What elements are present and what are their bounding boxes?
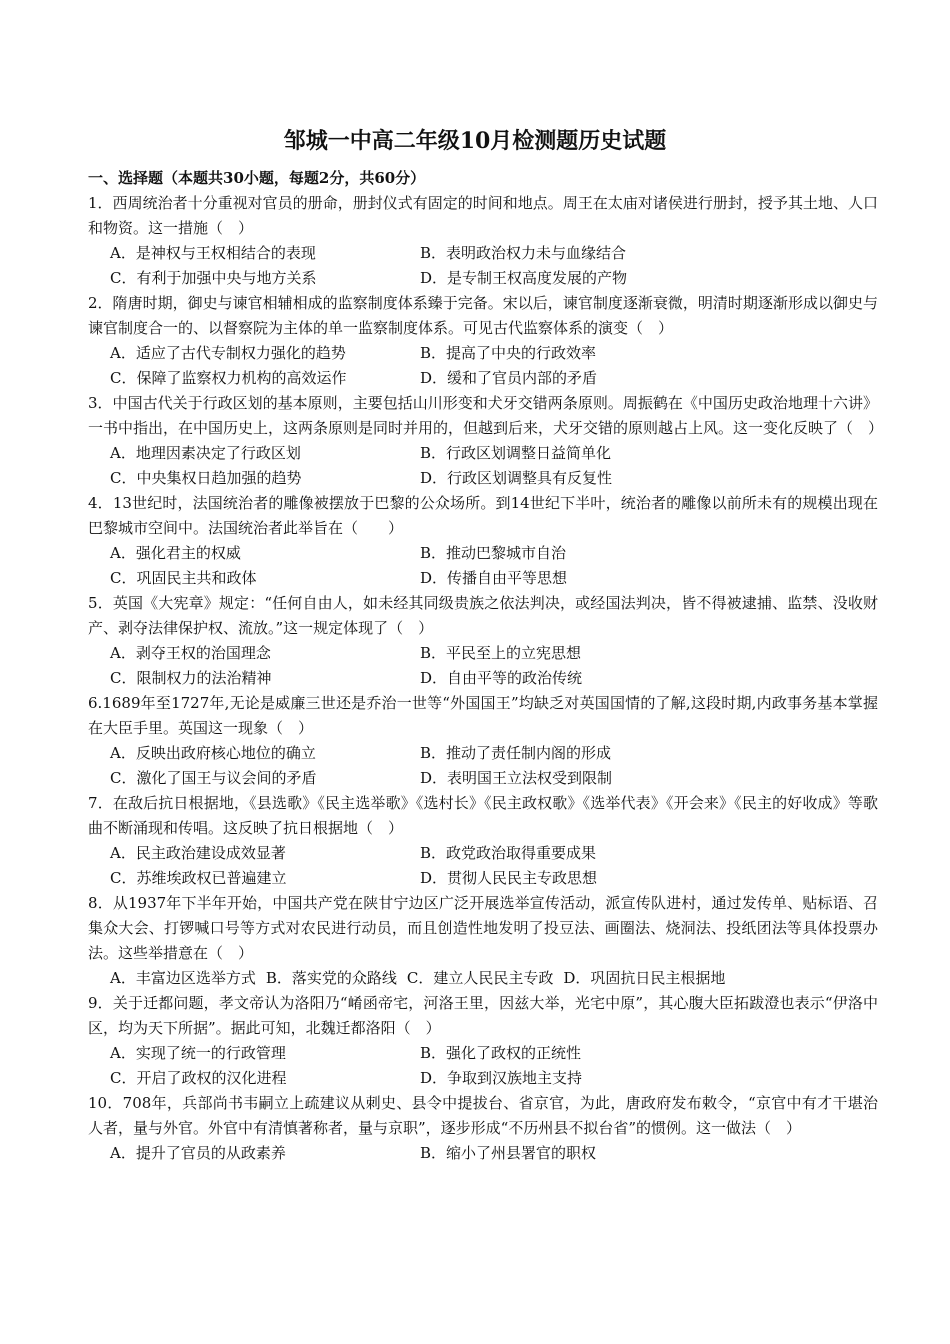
question-8 <box>88 891 878 991</box>
question-stem: 2．隋唐时期，御史与谏官相辅相成的监察制度体系臻于完备。宋以后，谏官制度逐渐衰微，明清时期逐渐形成以御史与谏官制度合一的、以督察院为主体的单一监察制度体系。可见古代监察体系的演变（ ） <box>88 294 878 337</box>
option-b: B．强化了政权的正统性 <box>420 1044 582 1062</box>
option-d: D．表明国王立法权受到限制 <box>420 769 613 787</box>
option-d: D．传播自由平等思想 <box>420 569 568 587</box>
option-d: D．争取到汉族地主支持 <box>420 1069 583 1087</box>
question-10 <box>88 1091 878 1166</box>
option-b: B．落实党的众路线 <box>265 969 397 987</box>
question-stem: 1．西周统治者十分重视对官员的册命，册封仪式有固定的时间和地点。周王在太庙对诸侯进行册封，授予其土地、人口和物资。这一措施（ ） <box>88 194 878 237</box>
option-c: C．保障了监察权力机构的高效运作 <box>110 369 347 387</box>
question-stem: 6.1689年至1727年,无论是威廉三世还是乔治一世等“外国国王”均缺乏对英国国情的了解,这段时期,内政事务基本掌握在大臣手里。英国这一现象（ ） <box>88 694 878 737</box>
option-b: B．政党政治取得重要成果 <box>420 844 597 862</box>
question-stem: 8．从1937年下半年开始，中国共产党在陕甘宁边区广泛开展选举宣传活动，派宣传队进村，通过发传单、贴标语、召集众大会、打锣喊口号等方式对农民进行动员，而且创造性地发明了投豆法、画圈法、烧洞法、投纸团法等具体投票办法。这些举措意在（ ） <box>88 894 878 962</box>
option-b: B．推动巴黎城市自治 <box>420 544 567 562</box>
option-a: A．实现了统一的行政管理 <box>110 1044 286 1062</box>
option-d: D．缓和了官员内部的矛盾 <box>420 369 598 387</box>
option-d: D．是专制王权高度发展的产物 <box>420 269 628 287</box>
question-stem: 3．中国古代关于行政区划的基本原则，主要包括山川形变和犬牙交错两条原则。周振鹤在《中国历史政治地理十六讲》一书中指出，在中国历史上，这两条原则是同时并用的，但越到后来，犬牙交错的原则越占上风。这一变化反映了（ ） <box>88 394 884 437</box>
option-a: A．民主政治建设成效显著 <box>110 844 286 862</box>
question-1 <box>88 191 878 291</box>
question-list <box>88 191 884 1166</box>
option-c: C．激化了国王与议会间的矛盾 <box>110 769 317 787</box>
option-b: B．表明政治权力未与血缘结合 <box>420 244 627 262</box>
option-a: A．适应了古代专制权力强化的趋势 <box>110 344 346 362</box>
option-d: D．自由平等的政治传统 <box>420 669 583 687</box>
option-d: D．行政区划调整具有反复性 <box>420 469 613 487</box>
question-9 <box>88 991 878 1091</box>
option-b: B．平民至上的立宪思想 <box>420 644 582 662</box>
option-b: B．推动了责任制内阁的形成 <box>420 744 612 762</box>
option-c: C．限制权力的法治精神 <box>110 669 272 687</box>
option-d: D．贯彻人民民主专政思想 <box>420 869 598 887</box>
option-a: A．强化君主的权威 <box>110 544 241 562</box>
question-stem: 5．英国《大宪章》规定：“任何自由人，如未经其同级贵族之依法判决，或经国法判决，皆不得被逮捕、监禁、没收财产、剥夺法律保护权、流放。”这一规定体现了（ ） <box>88 594 878 637</box>
option-a: A．反映出政府核心地位的确立 <box>110 744 316 762</box>
option-c: C．巩固民主共和政体 <box>110 569 257 587</box>
question-3 <box>88 391 884 491</box>
question-stem: 7．在敌后抗日根据地，《县选歌》《民主选举歌》《选村长》《民主政权歌》《选举代表》《开会来》《民主的好收成》等歌曲不断涌现和传唱。这反映了抗日根据地（ ） <box>88 794 878 837</box>
option-c: C．苏维埃政权已普遍建立 <box>110 869 287 887</box>
option-a: A．地理因素决定了行政区划 <box>110 444 301 462</box>
option-a: A．提升了官员的从政素养 <box>110 1144 286 1162</box>
option-a: A．丰富边区选举方式 <box>110 969 256 987</box>
option-c: C．开启了政权的汉化进程 <box>110 1069 287 1087</box>
question-2 <box>88 291 878 391</box>
option-b: B．缩小了州县署官的职权 <box>420 1144 597 1162</box>
question-4 <box>88 491 878 591</box>
option-a: A．剥夺王权的治国理念 <box>110 644 271 662</box>
question-stem: 10．708年，兵部尚书韦嗣立上疏建议从刺史、县令中提拔台、省京官，为此，唐政府发布敕令，“京官中有才干堪治人者，量与外官。外官中有清慎著称者，量与京职”，逐步形成“不历州县不拟台省”的惯例。这一做法（ ） <box>88 1094 878 1137</box>
option-c: C．有利于加强中央与地方关系 <box>110 269 317 287</box>
option-c: C．中央集权日趋加强的趋势 <box>110 469 302 487</box>
section-heading: 一、选择题（本题共30小题，每题2分，共60分） <box>88 169 426 187</box>
option-b: B．提高了中央的行政效率 <box>420 344 597 362</box>
page-title: 邹城一中高二年级10月检测题历史试题 <box>283 128 667 154</box>
question-stem: 9．关于迁都问题，孝文帝认为洛阳乃“崤函帝宅，河洛王里，因兹大举，光宅中原”，其心腹大臣拓跋澄也表示“伊洛中区，均为天下所据”。据此可知，北魏迁都洛阳（ ） <box>88 994 878 1037</box>
question-6 <box>88 691 878 791</box>
option-c: C．建立人民民主专政 <box>406 969 554 987</box>
option-a: A．是神权与王权相结合的表现 <box>110 244 316 262</box>
question-5 <box>88 591 878 691</box>
question-7 <box>88 791 878 891</box>
question-stem: 4．13世纪时，法国统治者的雕像被摆放于巴黎的公众场所。到14世纪下半叶，统治者的雕像以前所未有的规模出现在巴黎城市空间中。法国统治者此举旨在（ ） <box>88 494 878 537</box>
option-b: B．行政区划调整日益简单化 <box>420 444 612 462</box>
option-d: D．巩固抗日民主根据地 <box>563 969 726 987</box>
